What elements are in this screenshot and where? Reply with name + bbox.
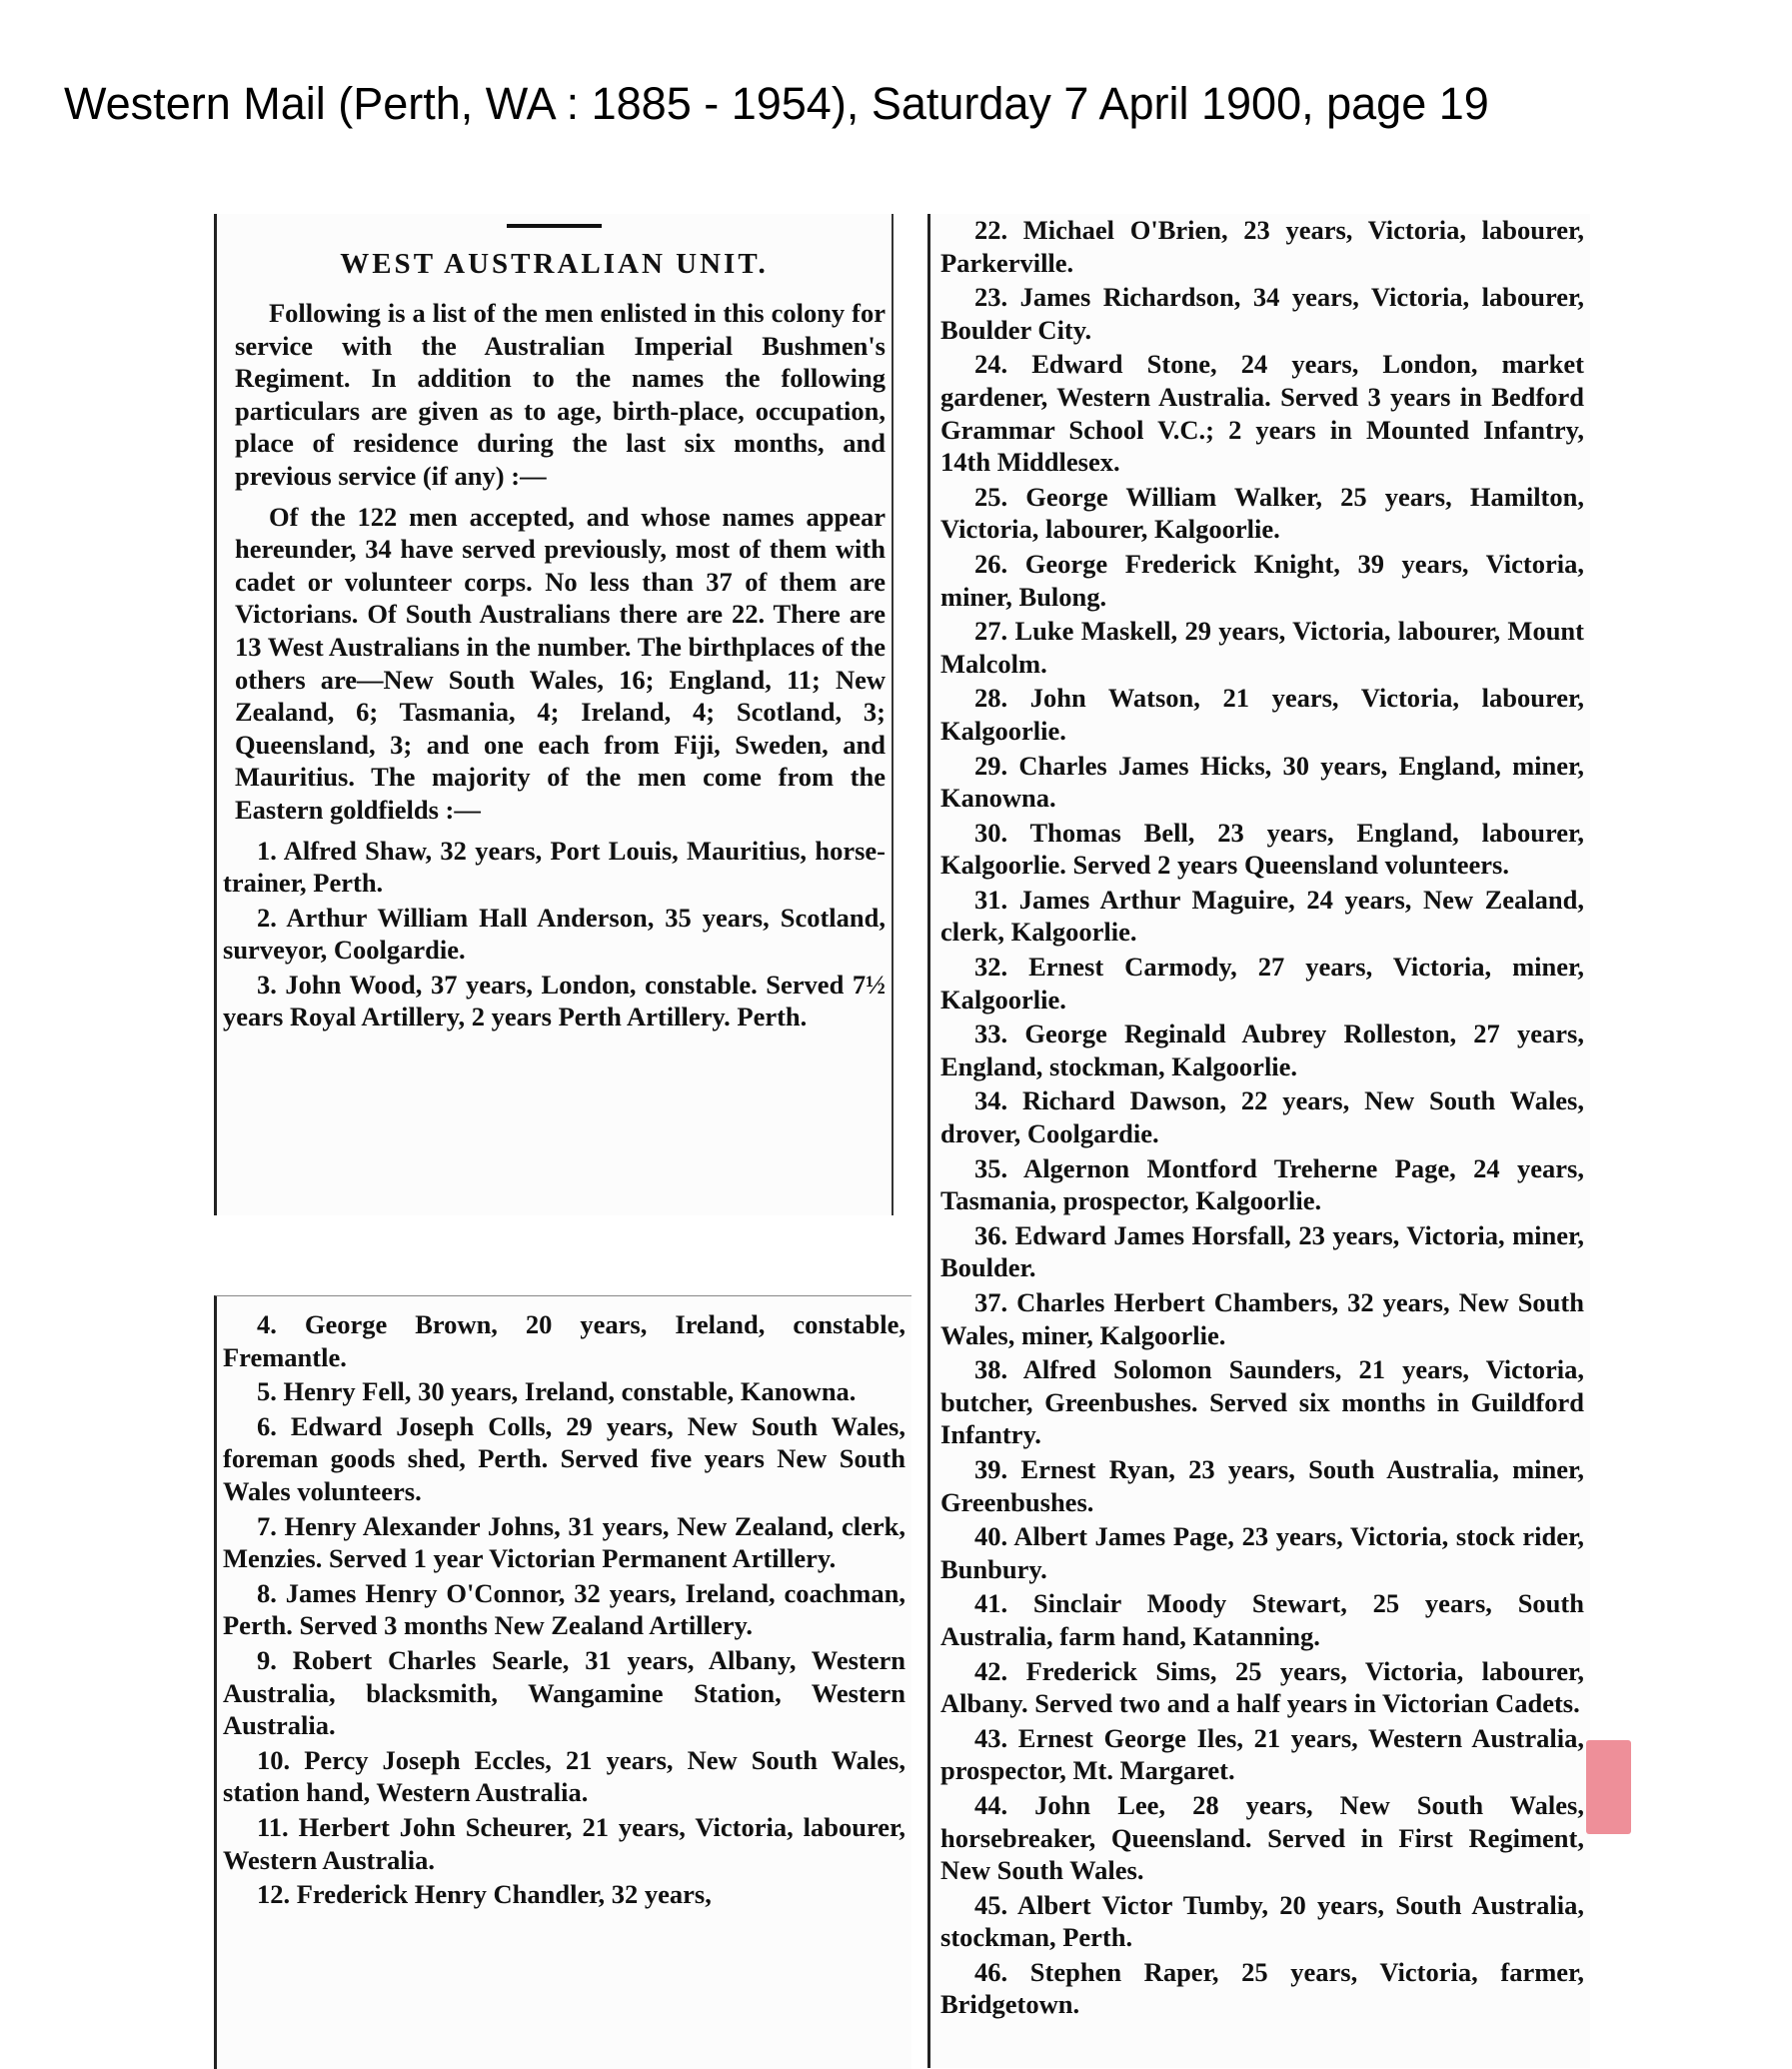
enlistee-entry: 39. Ernest Ryan, 23 years, South Australia, miner, Greenbushes.	[940, 1453, 1584, 1517]
enlistee-entry: 42. Frederick Sims, 25 years, Victoria, labourer, Albany. Served two and a half years in Victorian Cadets.	[940, 1655, 1584, 1719]
article-column-right	[927, 214, 1590, 2068]
enlistee-entry: 30. Thomas Bell, 23 years, England, labourer, Kalgoorlie. Served 2 years Queensland volunteers.	[940, 817, 1584, 881]
enlistee-entry: 32. Ernest Carmody, 27 years, Victoria, miner, Kalgoorlie.	[940, 952, 1584, 1015]
enlistee-entry: 36. Edward James Horsfall, 23 years, Victoria, miner, Boulder.	[940, 1219, 1584, 1283]
enlistee-entry: 1. Alfred Shaw, 32 years, Port Louis, Mauritius, horse-trainer, Perth.	[223, 835, 886, 899]
enlistee-entry: 37. Charles Herbert Chambers, 32 years, New South Wales, miner, Kalgoorlie.	[940, 1287, 1584, 1350]
clipping-marker	[1586, 1740, 1631, 1834]
enlistee-entry: 33. George Reginald Aubrey Rolleston, 27 years, England, stockman, Kalgoorlie.	[940, 1019, 1584, 1081]
enlistee-entry: 34. Richard Dawson, 22 years, New South Wales, drover, Coolgardie.	[940, 1085, 1584, 1149]
enlistee-entry: 27. Luke Maskell, 29 years, Victoria, labourer, Mount Malcolm.	[940, 616, 1584, 679]
enlistee-entry: 46. Stephen Raper, 25 years, Victoria, farmer, Bridgetown.	[940, 1956, 1584, 2020]
intro-paragraph: Following is a list of the men enlisted in this colony for service with the Australian Imperial Bushmen's Regiment. In addition to the names the following particulars are given as to age, birth-place, occupation, place of residence during the last six months, and previous service (if any) :—	[235, 298, 886, 491]
enlistee-entry: 44. John Lee, 28 years, New South Wales, horsebreaker, Queensland. Served in First Regiment, New South Wales.	[940, 1789, 1584, 1886]
enlistee-entry: 29. Charles James Hicks, 30 years, England, miner, Kanowna.	[940, 750, 1584, 814]
enlistee-entry: 26. George Frederick Knight, 39 years, Victoria, miner, Bulong.	[940, 548, 1584, 612]
enlistee-entry: 25. George William Walker, 25 years, Hamilton, Victoria, labourer, Kalgoorlie.	[940, 481, 1584, 545]
enlistee-entry: 22. Michael O'Brien, 23 years, Victoria, labourer, Parkerville.	[940, 215, 1584, 278]
intro-paragraph: Of the 122 men accepted, and whose names appear hereunder, 34 have served previously, most of them with cadet or volunteer corps. No less than 37 of them are Victorians. Of South Australians there are 22. There are 13 West Australians in the number. The birthplaces of the others are—New South Wales, 16; England, 11; New Zealand, 6; Tasmania, 4; Ireland, 4; Scotland, 3; Queensland, 3; and one each from Fiji, Sweden, and Mauritius. The majority of the men come from the Eastern goldfields :—	[235, 501, 886, 825]
enlistee-entry: 5. Henry Fell, 30 years, Ireland, constable, Kanowna.	[257, 1376, 857, 1407]
article-column-left-bottom	[214, 1295, 911, 2069]
title-rule	[507, 224, 602, 228]
enlistee-entry: 35. Algernon Montford Treherne Page, 24 years, Tasmania, prospector, Kalgoorlie.	[940, 1152, 1584, 1216]
enlistee-entry: 10. Percy Joseph Eccles, 21 years, New South Wales, station hand, Western Australia.	[223, 1744, 905, 1808]
enlistee-entry: 12. Frederick Henry Chandler, 32 years,	[257, 1879, 712, 1910]
enlistee-entry: 43. Ernest George Iles, 21 years, Western Australia, prospector, Mt. Margaret.	[940, 1722, 1584, 1786]
enlistee-entry: 38. Alfred Solomon Saunders, 21 years, Victoria, butcher, Greenbushes. Served six months in Guildford Infantry.	[940, 1354, 1584, 1450]
enlistee-entry: 7. Henry Alexander Johns, 31 years, New Zealand, clerk, Menzies. Served 1 year Victorian Permanent Artillery.	[223, 1510, 905, 1574]
enlistee-entry: 40. Albert James Page, 23 years, Victoria, stock rider, Bunbury.	[940, 1521, 1584, 1584]
enlistee-entry: 24. Edward Stone, 24 years, London, market gardener, Western Australia. Served 3 years in Bedford Grammar School V.C.; 2 years in Mounted Infantry, 14th Middlesex.	[940, 349, 1584, 478]
enlistee-entry: 41. Sinclair Moody Stewart, 25 years, South Australia, farm hand, Katanning.	[940, 1588, 1584, 1651]
enlistee-entry: 2. Arthur William Hall Anderson, 35 years, Scotland, surveyor, Coolgardie.	[223, 902, 886, 966]
enlistee-entry: 3. John Wood, 37 years, London, constable. Served 7½ years Royal Artillery, 2 years Perth Artillery. Perth.	[223, 969, 886, 1033]
enlistee-entry: 23. James Richardson, 34 years, Victoria, labourer, Boulder City.	[940, 282, 1584, 345]
page-citation: Western Mail (Perth, WA : 1885 - 1954), Saturday 7 April 1900, page 19	[64, 78, 1489, 129]
enlistee-entry: 28. John Watson, 21 years, Victoria, labourer, Kalgoorlie.	[940, 683, 1584, 746]
enlistee-entry: 6. Edward Joseph Colls, 29 years, New South Wales, foreman goods shed, Perth. Served five years New South Wales volunteers.	[223, 1410, 905, 1506]
enlistee-entry: 11. Herbert John Scheurer, 21 years, Victoria, labourer, Western Australia.	[223, 1811, 905, 1875]
enlistee-entry: 45. Albert Victor Tumby, 20 years, South Australia, stockman, Perth.	[940, 1889, 1584, 1953]
article-title: WEST AUSTRALIAN UNIT.	[340, 248, 769, 280]
enlistee-entry: 8. James Henry O'Connor, 32 years, Ireland, coachman, Perth. Served 3 months New Zealand Artillery.	[223, 1577, 905, 1641]
enlistee-entry: 9. Robert Charles Searle, 31 years, Albany, Western Australia, blacksmith, Wangamine Station, Western Australia.	[223, 1644, 905, 1741]
enlistee-entry: 31. James Arthur Maguire, 24 years, New Zealand, clerk, Kalgoorlie.	[940, 884, 1584, 948]
enlistee-entry: 4. George Brown, 20 years, Ireland, constable, Fremantle.	[223, 1309, 905, 1372]
article-column-left-top	[214, 214, 894, 1215]
